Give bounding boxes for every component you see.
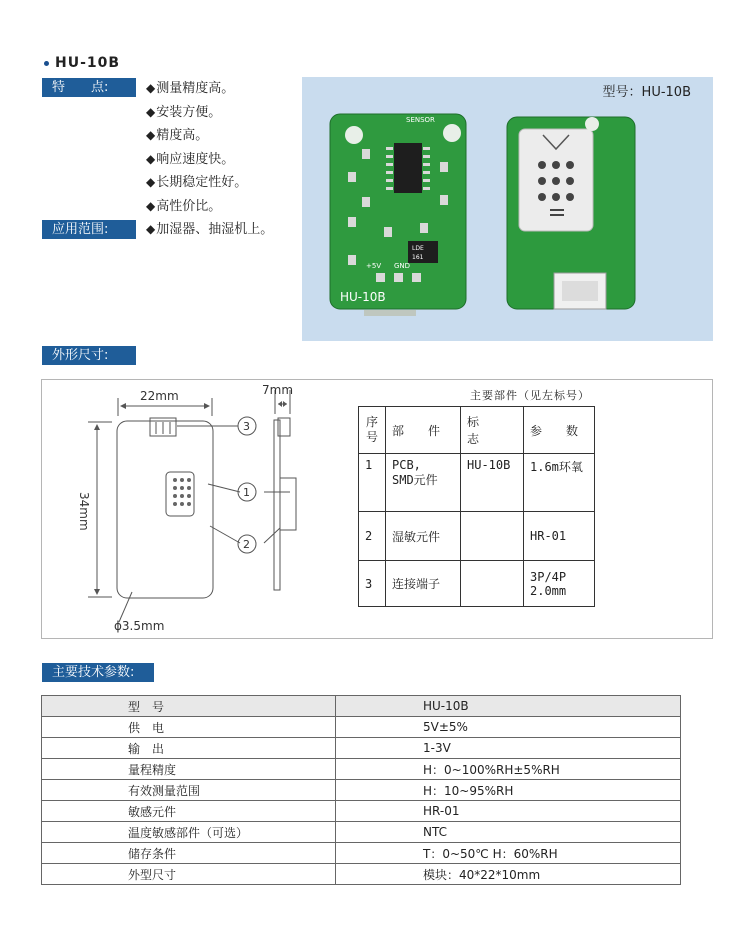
application-item: ◆ 加湿器、抽湿机上。 (146, 218, 273, 242)
spec-row (42, 843, 681, 864)
pcb-back-icon (507, 117, 635, 309)
spec-key: 温度敏感部件（可选） (42, 822, 336, 843)
feature-item: ◆ 长期稳定性好。 (146, 171, 273, 195)
spec-value: H：10~95%RH (336, 780, 681, 801)
parts-cell-mark (461, 512, 524, 561)
parts-table (358, 406, 595, 607)
feature-item: ◆ 测量精度高。 (146, 77, 273, 101)
parts-cell-part: 连接端子 (386, 561, 461, 607)
parts-cell-param: 1.6m环氧 (524, 454, 595, 512)
feature-item: ◆ 响应速度快。 (146, 148, 273, 172)
model-title-text: HU-10B (55, 55, 121, 71)
thickness-dimension: 7mm (262, 383, 294, 397)
board-outline (117, 421, 213, 598)
parts-header-part: 部 件 (386, 407, 461, 454)
feature-item: ◆ 安装方便。 (146, 101, 273, 125)
hole-dimension: ϕ3.5mm (114, 619, 165, 633)
spec-key: 储存条件 (42, 843, 336, 864)
callout-3: 3 (243, 420, 250, 433)
parts-cell-no: 2 (359, 512, 386, 561)
spec-key: 供 电 (42, 717, 336, 738)
dimension-drawing (42, 380, 352, 638)
pcb-illustration (302, 77, 713, 341)
parts-header-no: 序号 (359, 407, 386, 454)
pcb-chip2-text: 161 (412, 254, 424, 261)
bullet-dot-icon (44, 61, 49, 66)
side-board (274, 420, 280, 590)
spec-row (42, 759, 681, 780)
spec-value: HR-01 (336, 801, 681, 822)
callout-2: 2 (243, 538, 250, 551)
spec-row (42, 738, 681, 759)
parts-header-param: 参 数 (524, 407, 595, 454)
parts-cell-param: 3P/4P 2.0mm (524, 561, 595, 607)
parts-cell-mark: HU-10B (461, 454, 524, 512)
features-list (146, 77, 273, 242)
spec-table (41, 695, 681, 885)
parts-cell-part: 湿敏元件 (386, 512, 461, 561)
spec-row (42, 864, 681, 885)
parts-row (359, 561, 595, 607)
spec-row (42, 822, 681, 843)
height-dimension: 34mm (77, 492, 91, 531)
spec-value: H：0~100%RH±5%RH (336, 759, 681, 780)
spec-value: NTC (336, 822, 681, 843)
parts-cell-no: 1 (359, 454, 386, 512)
parts-header-row (359, 407, 595, 454)
spec-value: 1-3V (336, 738, 681, 759)
spec-value: 5V±5% (336, 717, 681, 738)
spec-key: 有效测量范围 (42, 780, 336, 801)
pcb-5v-text: +5V (366, 262, 382, 270)
callout-1: 1 (243, 486, 250, 499)
spec-row (42, 780, 681, 801)
spec-value: T：0~50℃ H：60%RH (336, 843, 681, 864)
spec-row (42, 696, 681, 717)
product-photo (302, 77, 713, 341)
spec-key: 型 号 (42, 696, 336, 717)
spec-value: 模块：40*22*10mm (336, 864, 681, 885)
application-label: 应用范围: (42, 220, 136, 239)
spec-key: 输 出 (42, 738, 336, 759)
dimension-label: 外形尺寸: (42, 346, 136, 365)
parts-header-mark: 标 志 (461, 407, 524, 454)
pcb-silk-text: HU-10B (340, 290, 386, 304)
width-dimension: 22mm (140, 389, 179, 403)
pcb-gnd-text: GND (394, 262, 411, 270)
spec-row (42, 801, 681, 822)
spec-key: 外型尺寸 (42, 864, 336, 885)
parts-table-title: 主要部件（见左标号） (470, 389, 590, 402)
pcb-chip1-text: LDE (412, 245, 424, 252)
pcb-front-icon (330, 114, 466, 316)
spec-key: 敏感元件 (42, 801, 336, 822)
parts-cell-part: PCB, SMD元件 (386, 454, 461, 512)
parts-row (359, 454, 595, 512)
feature-item: ◆ 精度高。 (146, 124, 273, 148)
model-title (44, 55, 120, 71)
photo-model-label: 型号：HU-10B (602, 85, 691, 100)
feature-item: ◆ 高性价比。 (146, 195, 273, 219)
parts-cell-param: HR-01 (524, 512, 595, 561)
spec-row (42, 717, 681, 738)
spec-label: 主要技术参数: (42, 663, 154, 682)
spec-key: 量程精度 (42, 759, 336, 780)
features-label: 特 点: (42, 78, 136, 97)
parts-cell-no: 3 (359, 561, 386, 607)
parts-cell-mark (461, 561, 524, 607)
spec-value: HU-10B (336, 696, 681, 717)
parts-row (359, 512, 595, 561)
pcb-sensor-text: SENSOR (406, 116, 435, 124)
